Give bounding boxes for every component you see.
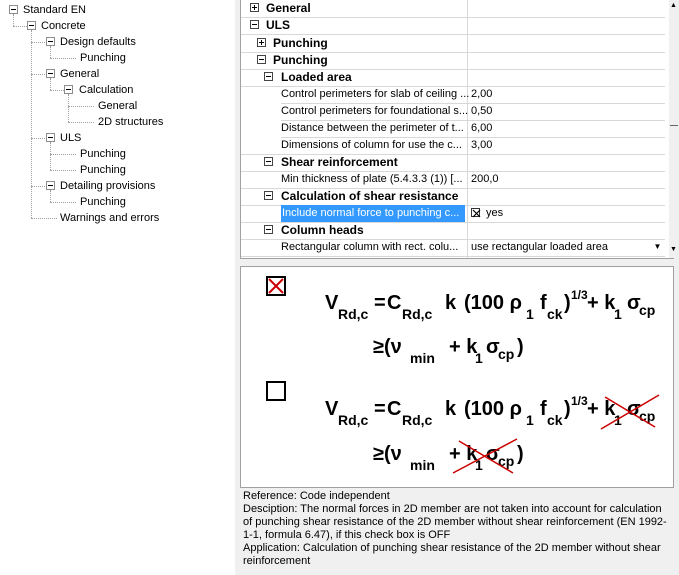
grid-row-min-thickness[interactable] [241, 171, 665, 188]
formula2-k: k [445, 398, 457, 420]
tree-connector [50, 202, 76, 203]
tree-connector [31, 218, 57, 219]
tree-connector [13, 14, 14, 26]
tree-connector [50, 142, 51, 170]
reference-text: Reference: Code independent [243, 490, 390, 502]
formula-preview [240, 266, 674, 488]
formula1-plus: + k [449, 336, 478, 358]
formula1-f: f [540, 292, 547, 314]
grid-row-label: Include normal force to punching c... [281, 205, 465, 222]
tree-item-design-defaults[interactable]: Design defaults [60, 36, 136, 48]
grid-row-control-perimeters-foundation[interactable] [241, 103, 665, 120]
grid-row-value[interactable]: 0,50 [471, 105, 493, 117]
tree-item-punching[interactable]: Punching [80, 52, 126, 64]
grid-row-label: Control perimeters for slab of ceiling ... [281, 88, 470, 100]
formula2-v-sub: Rd,c [338, 412, 369, 428]
select-value: use rectangular loaded area [471, 241, 608, 253]
formula1-exp: 1/3 [571, 288, 588, 302]
tree-connector [50, 46, 51, 58]
tree-connector [31, 186, 45, 187]
formula1-k: k [445, 292, 457, 314]
formula1-v-sub: Rd,c [338, 306, 369, 322]
grid-row-label: Punching [273, 53, 328, 67]
tree-connector [50, 190, 51, 202]
grid-row-punching-1[interactable] [241, 35, 665, 52]
formula2-plus: + k [449, 443, 478, 465]
panel-splitter[interactable] [240, 258, 674, 266]
collapse-icon[interactable] [46, 133, 55, 142]
svg-text:): ) [564, 398, 571, 420]
chevron-down-icon[interactable]: ▼ [653, 242, 662, 251]
settings-tree [0, 0, 233, 575]
checkbox-value-label: yes [486, 207, 504, 219]
scroll-down-icon[interactable]: ▼ [670, 246, 677, 253]
formula2-eq: = [374, 398, 386, 420]
grid-row-rectangular-column[interactable] [241, 239, 665, 256]
grid-row-label: General [266, 1, 311, 15]
grid-row-label: Control perimeters for foundational s... [281, 105, 469, 117]
grid-row-column-heads[interactable] [241, 222, 665, 239]
tree-connector [50, 78, 51, 90]
grid-row-value[interactable]: 6,00 [471, 122, 493, 134]
grid-row-value[interactable]: 200,0 [471, 173, 499, 185]
scroll-up-icon[interactable]: ▲ [670, 2, 677, 9]
grid-row-label: ULS [266, 18, 290, 32]
formula2-plus-k: + k [587, 398, 616, 420]
grid-row-control-perimeters-slab[interactable] [241, 86, 665, 103]
formula1-rho-sub: 1 [526, 306, 534, 322]
formula2-rho-sub: 1 [526, 412, 534, 428]
vertical-scrollbar[interactable] [669, 0, 679, 258]
formula2-f: f [540, 398, 547, 420]
expand-icon[interactable] [257, 38, 266, 47]
grid-row-label: Dimensions of column for use the c... [281, 139, 462, 151]
scrollbar-thumb[interactable] [670, 125, 678, 128]
grid-row-label: Loaded area [281, 70, 352, 84]
tree-connector [50, 90, 64, 91]
grid-row-uls[interactable] [241, 17, 665, 34]
grid-row-value[interactable]: 2,00 [471, 88, 493, 100]
formula2-nu-sub: min [410, 457, 435, 473]
grid-row-label: Distance between the perimeter of t... [281, 122, 464, 134]
grid-row-label: Calculation of shear resistance [281, 189, 459, 203]
tree-connector [13, 26, 27, 27]
grid-row-calculation-shear-resistance[interactable] [241, 188, 665, 205]
loaded-area-select[interactable] [468, 239, 665, 256]
grid-row-dimensions-column[interactable] [241, 137, 665, 154]
formula2-paren: (100 ρ [464, 398, 522, 420]
grid-row-distance-perimeter[interactable] [241, 120, 665, 137]
expand-icon[interactable] [250, 3, 259, 12]
collapse-icon[interactable] [250, 20, 259, 29]
checkbox-checked-icon[interactable] [471, 208, 480, 217]
tree-item-calculation[interactable]: Calculation [79, 84, 134, 96]
grid-row-punching-2[interactable] [241, 52, 665, 69]
grid-row-label: Column heads [281, 223, 364, 237]
grid-row-label: Punching [273, 36, 328, 50]
formula1-geq: ≥(ν [373, 336, 402, 358]
property-grid [240, 0, 677, 258]
formula1-c-sub: Rd,c [402, 306, 433, 322]
description-panel [240, 489, 674, 575]
formula2-sigma-2: σ [486, 443, 500, 465]
collapse-icon[interactable] [9, 5, 18, 14]
tree-item-standard-en[interactable]: Standard EN [23, 4, 86, 16]
tree-connector [31, 30, 32, 218]
grid-row-shear-reinforcement[interactable] [241, 154, 665, 171]
formula1-k-sub-2: 1 [475, 350, 483, 366]
tree-connector [31, 42, 45, 43]
formula1-c: C [387, 292, 402, 314]
formula-graphic [241, 267, 675, 489]
grid-row-label: Rectangular column with rect. colu... [281, 241, 459, 253]
formula1-eq: = [374, 292, 386, 314]
collapse-icon[interactable] [264, 191, 273, 200]
tree-item-detailing-provisions[interactable]: Detailing provisions [60, 180, 156, 192]
tree-item-uls[interactable]: ULS [60, 132, 82, 144]
formula2-f-sub: ck [547, 412, 563, 428]
collapse-icon[interactable] [27, 21, 36, 30]
description-text: Desciption: The normal forces in 2D member are not taken into account for calculation of punching shear resistance of the 2D member without shear reinforcement (EN 1992-1-1, formula 6.47), if this check box is OFF [243, 503, 667, 541]
collapse-icon[interactable] [64, 85, 73, 94]
tree-item-detailing-punching[interactable]: Punching [80, 196, 126, 208]
tree-item-calculation-general[interactable]: General [98, 100, 138, 112]
tree-connector [31, 138, 45, 139]
tree-connector [50, 170, 76, 171]
grid-row-label: Shear reinforcement [281, 155, 398, 169]
tree-connector [31, 74, 45, 75]
formula2-k-sub: 1 [614, 412, 622, 428]
formula2-geq: ≥(ν [373, 443, 402, 465]
tree-item-general[interactable]: General [60, 68, 100, 80]
tree-item-concrete[interactable]: Concrete [41, 20, 86, 32]
tree-item-uls-punching-2[interactable]: Punching [80, 164, 126, 176]
collapse-icon[interactable] [264, 225, 273, 234]
formula2-c-sub: Rd,c [402, 412, 433, 428]
formula2-sigma-sub-2: cp [498, 453, 515, 469]
collapse-icon[interactable] [46, 37, 55, 46]
collapse-icon[interactable] [46, 69, 55, 78]
formula2-sigma-sub: cp [639, 408, 656, 424]
formula1-sigma-sub-2: cp [498, 346, 515, 362]
formula2-close: ) [517, 443, 524, 465]
tree-connector [50, 58, 76, 59]
formula2-v: V [325, 398, 339, 420]
collapse-icon[interactable] [264, 157, 273, 166]
svg-text:): ) [564, 292, 571, 314]
formula2-exp: 1/3 [571, 394, 588, 408]
application-text: Application: Calculation of punching shear resistance of the 2D member without shear reinforcement [243, 542, 661, 567]
formula1-sigma-sub: cp [639, 302, 656, 318]
formula1-nu-sub: min [410, 350, 435, 366]
formula1-k-sub: 1 [614, 306, 622, 322]
collapse-icon[interactable] [257, 55, 266, 64]
properties-panel [235, 0, 679, 575]
collapse-icon[interactable] [264, 72, 273, 81]
tree-connector [68, 106, 94, 107]
formula1-sigma-2: σ [486, 336, 500, 358]
formula1-v: V [325, 292, 339, 314]
tree-item-2d-structures[interactable]: 2D structures [98, 116, 164, 128]
tree-item-warnings-and-errors[interactable]: Warnings and errors [60, 212, 160, 224]
formula2-c: C [387, 398, 402, 420]
grid-row-loaded-area[interactable] [241, 69, 665, 86]
formula2-k-sub-2: 1 [475, 457, 483, 473]
formula1-plus-k: + k [587, 292, 616, 314]
formula1-sigma: σ [627, 292, 641, 314]
tree-connector [68, 122, 94, 123]
formula1-paren: (100 ρ [464, 292, 522, 314]
grid-row-include-normal-force[interactable] [241, 205, 665, 222]
tree-connector [68, 94, 69, 122]
grid-row-label: Min thickness of plate (5.4.3.3 (1)) [... [281, 173, 463, 185]
formula1-close: ) [517, 336, 524, 358]
grid-row-general[interactable] [241, 0, 665, 17]
tree-connector [50, 154, 76, 155]
collapse-icon[interactable] [46, 181, 55, 190]
formula1-f-sub: ck [547, 306, 563, 322]
formula2-sigma: σ [627, 398, 641, 420]
grid-row-value[interactable] [468, 205, 665, 222]
tree-item-uls-punching-1[interactable]: Punching [80, 148, 126, 160]
grid-row-value[interactable]: 3,00 [471, 139, 493, 151]
